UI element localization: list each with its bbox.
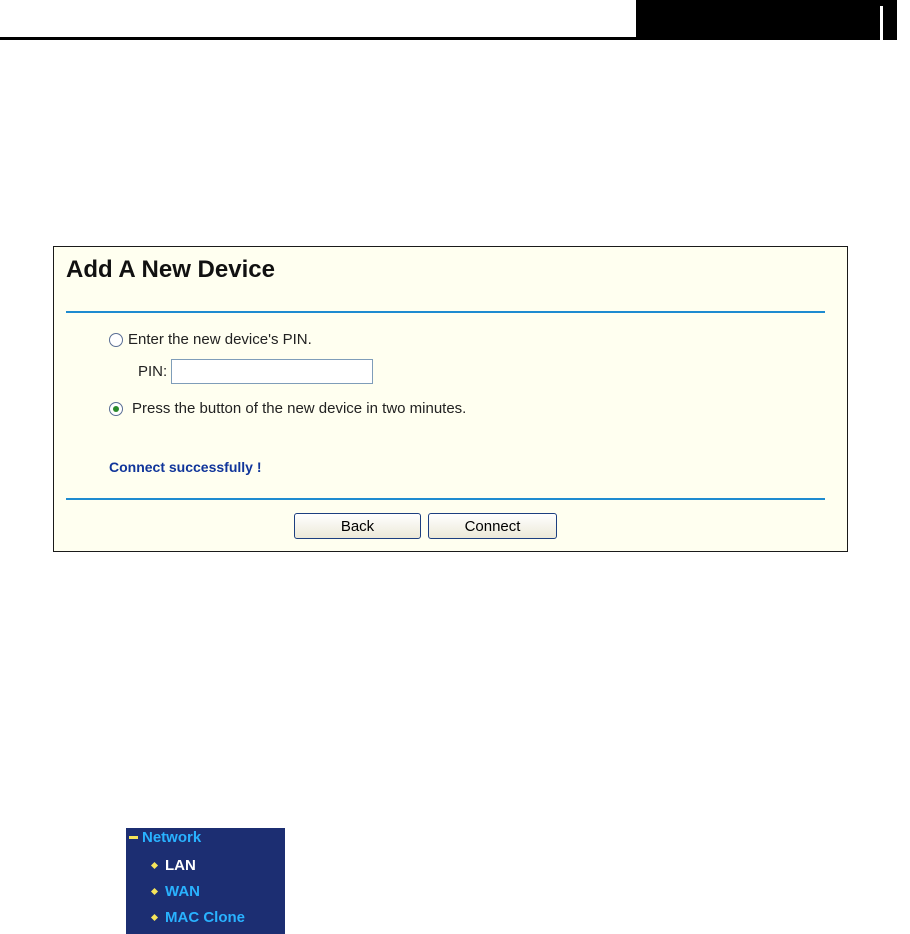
status-message: Connect successfully !	[109, 459, 262, 475]
bullet-icon	[151, 914, 158, 921]
sidebar-menu	[126, 828, 285, 934]
pin-option-label: Enter the new device's PIN.	[128, 331, 312, 348]
back-button[interactable]: Back	[294, 513, 421, 539]
pin-input[interactable]	[171, 359, 373, 384]
pin-option[interactable]	[109, 331, 312, 348]
bullet-icon	[151, 888, 158, 895]
pin-row	[138, 359, 373, 384]
sidebar-item-label: Network	[142, 829, 202, 846]
panel-title: Add A New Device	[66, 256, 275, 283]
sidebar-item-label: WAN	[165, 883, 200, 900]
sidebar-item-mac-clone[interactable]	[152, 909, 245, 926]
sidebar-item-lan[interactable]	[152, 857, 196, 874]
connect-button[interactable]: Connect	[428, 513, 557, 539]
push-button-radio-button[interactable]	[109, 402, 123, 416]
button-divider	[66, 498, 825, 500]
collapse-minus-icon	[129, 836, 138, 839]
pin-label: PIN:	[138, 363, 168, 380]
sidebar-item-label: MAC Clone	[165, 909, 245, 926]
bullet-icon	[151, 862, 158, 869]
pin-radio-button[interactable]	[109, 333, 123, 347]
sidebar-item-wan[interactable]	[152, 883, 200, 900]
sidebar-item-network[interactable]	[129, 829, 201, 846]
push-button-option-label: Press the button of the new device in two minutes.	[132, 400, 467, 417]
add-device-panel	[53, 246, 848, 552]
page-header-block	[636, 0, 897, 40]
push-button-option[interactable]	[109, 400, 466, 417]
sidebar-item-label: LAN	[165, 857, 196, 874]
title-divider	[66, 311, 825, 313]
page-header-divider	[880, 6, 883, 40]
radio-selected-dot	[113, 406, 119, 412]
